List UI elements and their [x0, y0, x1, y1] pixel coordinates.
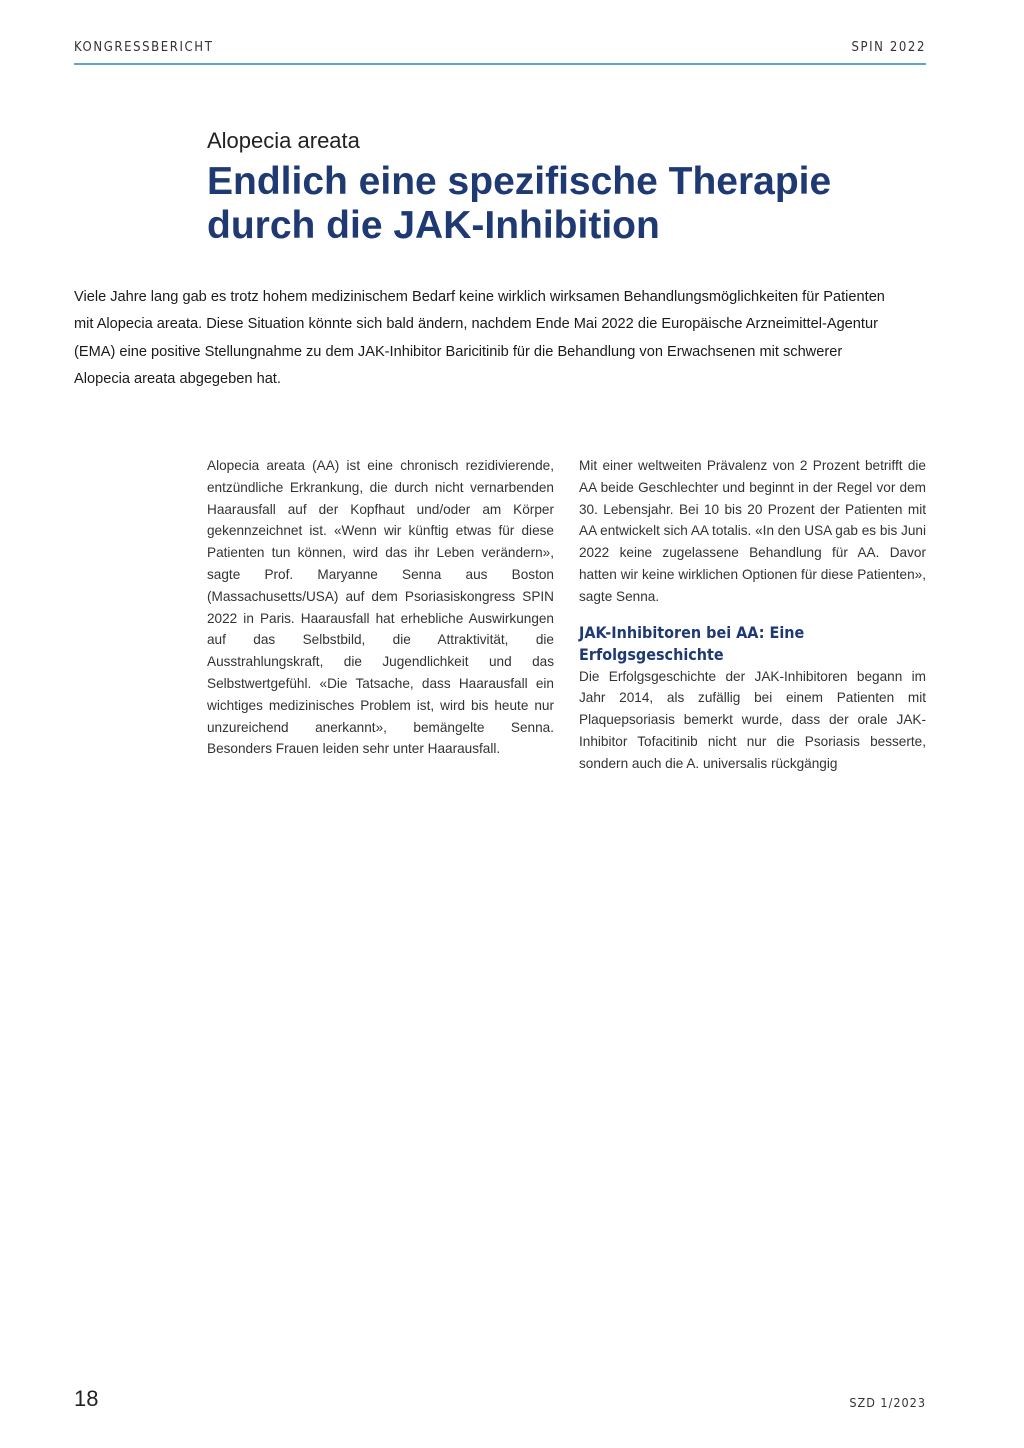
article-lead: Viele Jahre lang gab es trotz hohem medizinischem Bedarf keine wirklich wirksamen Behandlungsmöglichkeiten für Patienten mit Alopecia areata. Diese Situation könnte sich bald ändern, nachdem Ende Mai 2022 die Europäische Arzneimittel-Agentur (EMA) eine positive Stellungnahme zu dem JAK-Inhibitor Baricitinib für die Behandlung von Erwachsenen mit schwerer Alopecia areata abgegeben hat.	[74, 289, 885, 387]
body-paragraph: Mit einer weltweiten Prävalenz von 2 Prozent betrifft die AA beide Geschlechter und beginnt in der Regel vor dem 30. Lebensjahr. Bei 10 bis 20 Prozent der Patienten mit AA entwickelt sich AA totalis. «In den USA gab es bis Juni 2022 keine zugelassene Behandlung für AA. Davor hatten wir keine wirklichen Optionen für diese Patienten», sagte Senna.	[579, 458, 926, 604]
article-title: Endlich eine spezifische Therapie durch die JAK-Inhibition	[207, 160, 832, 247]
article-kicker: Alopecia areata	[207, 128, 360, 153]
body-paragraph: Die Erfolgsgeschichte der JAK-Inhibitoren begann im Jahr 2014, als zufällig bei einem Patienten mit Plaquepsoriasis bemerkt wurde, dass der orale JAK-Inhibitor Tofacitinib nicht nur die Psoriasis besserte, sondern auch die A. universalis rückgängig	[579, 668, 926, 771]
header-divider	[74, 63, 926, 65]
page-number: 18	[74, 1386, 99, 1411]
body-paragraph: Alopecia areata (AA) ist eine chronisch rezidivierende, entzündliche Erkrankung, die durch nicht vernarbenden Haarausfall auf der Kopfhaut und/oder am Körper gekennzeichnet ist. «Wenn wir künftig etwas für diese Patienten tun können, wird das ihr Leben verändern», sagte Prof. Maryanne Senna aus Boston (Massachusetts/USA) auf dem Psoriasiskongress SPIN 2022 in Paris. Haarausfall hat erhebliche Auswirkungen auf das Selbstbild, die Attraktivität, die Ausstrahlungskraft, die Jugendlichkeit und das Selbstwertgefühl. «Die Tatsache, dass Haarausfall ein wichtiges medizinisches Problem ist, wird bis heute nur unzureichend anerkannt», bemängelte Senna. Besonders Frauen leiden sehr unter Haarausfall.	[207, 458, 554, 757]
event-label: SPIN 2022	[851, 40, 926, 55]
section-label: KONGRESSBERICHT	[74, 40, 214, 55]
body-column-right	[579, 455, 926, 775]
section-subheading: JAK-Inhibitoren bei AA: Eine Erfolgsgeschichte	[579, 622, 805, 664]
issue-label: SZD 1/2023	[849, 1395, 926, 1410]
running-header	[74, 40, 926, 55]
body-column-left	[207, 455, 554, 760]
